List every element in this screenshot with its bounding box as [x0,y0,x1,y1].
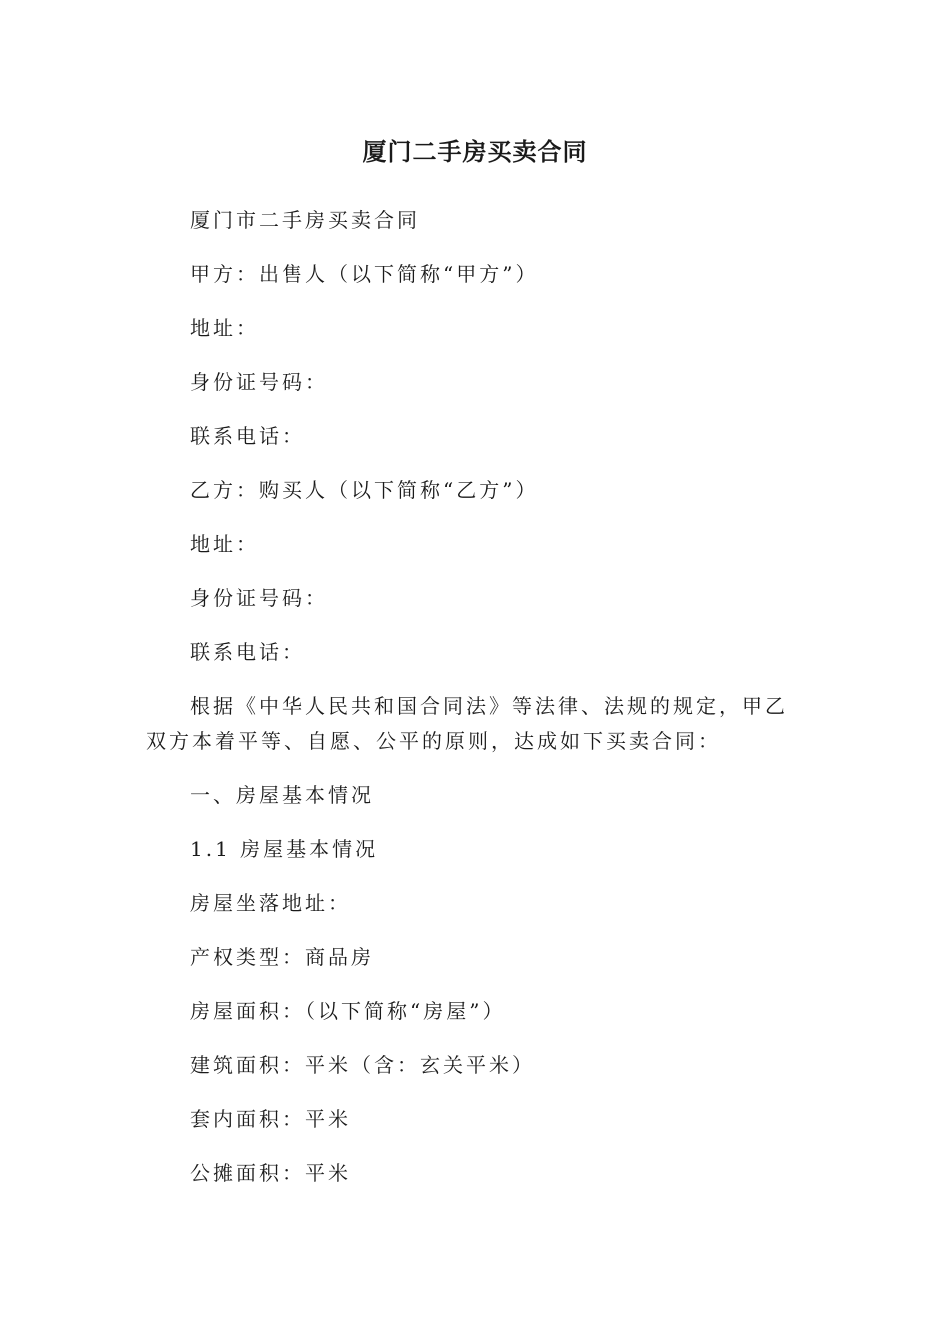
paragraph-party-b: 乙方：购买人（以下简称“乙方”） [190,478,539,502]
paragraph-shared-area: 公摊面积：平米 [190,1161,351,1185]
paragraph-building-area: 建筑面积：平米（含：玄关平米） [190,1053,535,1077]
paragraph-legal-basis: 根据《中华人民共和国合同法》等法律、法规的规定，甲乙双方本着平等、自愿、公平的原则，达成如下买卖合同： [146,694,788,753]
paragraph-party-b-id: 身份证号码： [190,586,328,610]
paragraph-party-a: 甲方：出售人（以下简称“甲方”） [190,262,539,286]
paragraph-section-1-heading: 一、房屋基本情况 [190,783,374,807]
paragraph-subtitle: 厦门市二手房买卖合同 [190,208,420,232]
paragraph-party-a-phone: 联系电话： [190,424,305,448]
paragraph-party-b-phone: 联系电话： [190,640,305,664]
paragraph-party-b-address: 地址： [190,532,259,556]
paragraph-property-type: 产权类型：商品房 [190,945,374,969]
paragraph-section-1-1: 1.1 房屋基本情况 [190,837,379,861]
paragraph-house-location: 房屋坐落地址： [190,891,351,915]
paragraph-party-a-address: 地址： [190,316,259,340]
paragraph-party-a-id: 身份证号码： [190,370,328,394]
document-body [146,203,806,1210]
paragraph-house-area: 房屋面积：（以下简称“房屋”） [190,999,506,1023]
paragraph-interior-area: 套内面积：平米 [190,1107,351,1131]
document-title: 厦门二手房买卖合同 [362,138,588,166]
